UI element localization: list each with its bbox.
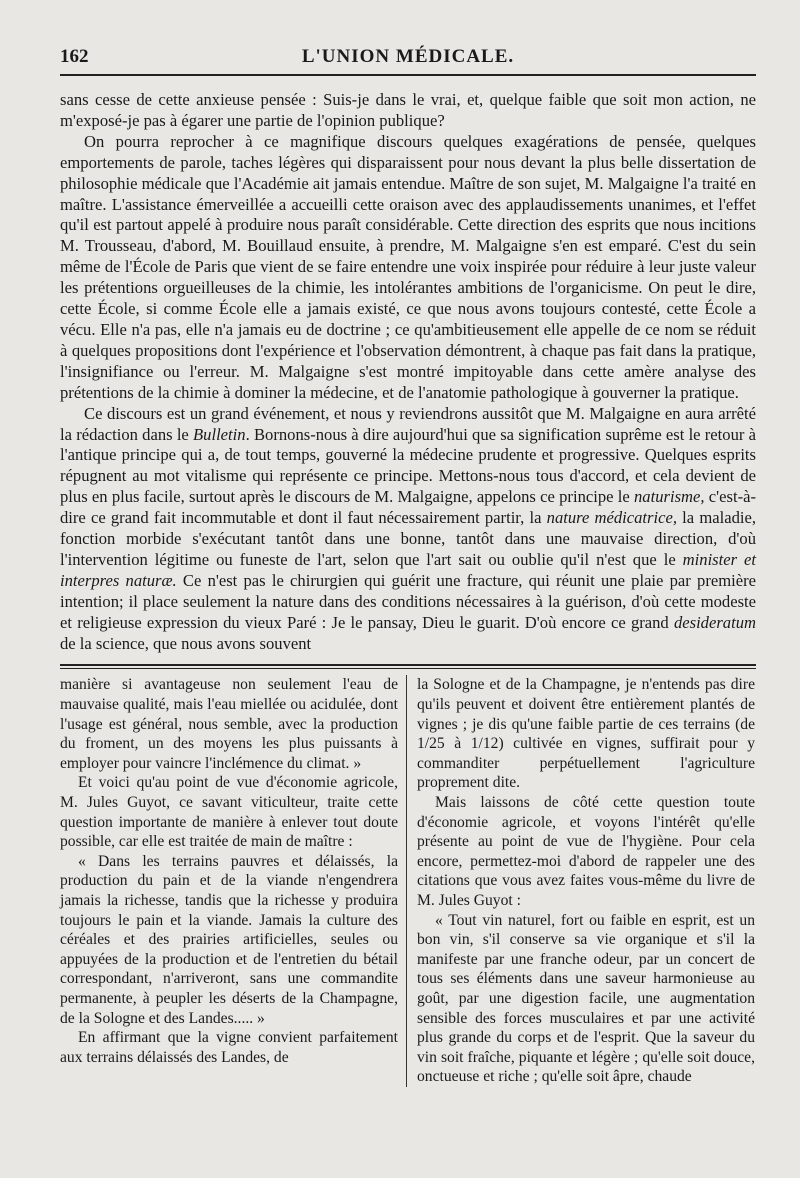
main-article-text	[60, 90, 756, 654]
section-divider	[60, 664, 756, 669]
italic-text: Bulletin	[193, 424, 246, 444]
paragraph: manière si avantageuse non seulement l'eau de mauvaise qualité, mais l'eau miellée ou acidulée, dont l'usage est général, nous semble, avec la production du froment, un des moyens les plus puissants à employer pour vaincre l'inclémence du climat. »	[60, 676, 398, 772]
page-header	[60, 40, 756, 76]
italic-text: naturisme,	[634, 487, 705, 507]
paragraph: En affirmant que la vigne convient parfaitement aux terrains délaissés des Landes, de	[60, 1029, 398, 1066]
feuilleton-columns	[60, 675, 756, 1086]
italic-text: desideratum	[673, 612, 756, 632]
page-number: 162	[60, 46, 89, 67]
paragraph: Et voici qu'au point de vue d'économie agricole, M. Jules Guyot, ce savant viticulteur, traite cette question importante de manière à enlever tout doute possible, car elle est traitée de main de maître :	[60, 774, 398, 851]
paragraph: Ce discours est un grand événement, et nous y reviendrons aussitôt que M. Malgaigne en aura arrêté la rédaction dans le Bulletin. Bornons-nous à dire aujourd'hui que sa signification suprême est le retour à l'antique principe qui a, de tout temps, gouverné la médecine prudente et progressive. Quelques esprits répugnent au mot vitalisme qui représente ce principe. Mettons-nous tous d'accord, et cela devient de plus en plus facile, surtout après le discours de M. Malgaigne, appelons ce principe le naturisme, c'est-à-dire ce grand fait incommutable et dont il faut nécessairement partir, la nature médicatrice, la maladie, fonction morbide s'exécutant tantôt dans une bonne, tantôt dans une mauvaise direction, d'où l'intervention légitime ou funeste de l'art, selon que l'art sait ou oublie qu'il n'est que le minister et interpres naturæ. Ce n'est pas le chirurgien qui guérit une fracture, qui réunit une plaie par première intention; il place seulement la nature dans des conditions nécessaires à la guérison, d'où cette modeste et religieuse expression du vieux Paré : Je le pansay, Dieu le guarit. D'où encore ce grand desideratum de la science, que nous avons souvent	[60, 403, 757, 653]
italic-text: nature médicatrice,	[546, 508, 677, 528]
paragraph: sans cesse de cette anxieuse pensée : Suis-je dans le vrai, et, quelque faible que soit mon action, ne m'exposé-je pas à égarer une partie de l'opinion publique?	[60, 90, 756, 130]
paragraph: On pourra reprocher à ce magnifique discours quelques exagérations de pensée, quelques emportements de parole, taches légères qui disparaissent pour nous devant la plus belle dissertation de philosophie médicale que l'Académie ait jamais entendue. Maître de son sujet, M. Malgaigne l'a traité en maître. L'assistance émerveillée a accueilli cette oraison avec des applaudissements unanimes, et l'effet qu'il est partout appelé à produire nous paraît considérable. Cette direction des esprits que nous incitions M. Trousseau, d'abord, M. Bouillaud ensuite, à prendre, M. Malgaigne s'en est emparé. C'est du sein même de l'École de Paris que vient de se faire entendre une voix inspirée pour réduire à leur juste valeur les prétentions orgueilleuses de la chimie, les intolérantes ambitions de l'organicisme. On peut le dire, cette École, si comme École elle a jamais existé, ce que nous avons toujours contesté, cette École a vécu. Elle n'a pas, elle n'a jamais eu de doctrine ; ce qu'ambitieusement elle appelle de ce nom se réduit à quelques propositions dont l'expérience et l'observation démontrent, à chaque pas fait dans la pratique, l'insignifiance ou l'erreur. M. Malgaigne s'est montré impitoyable dans cette amère analyse des prétentions de la chimie à dominer la médecine, et de l'anatomie pathologique à gouverner la pratique.	[60, 131, 756, 402]
paragraph: Mais laissons de côté cette question toute d'économie agricole, et voyons l'intérêt qu'elle présente au point de vue de l'hygiène. Pour cela encore, permettez-moi d'abord de rappeler une des citations que vous avez faites vous-même du livre de M. Jules Guyot :	[417, 794, 755, 909]
italic-text: minister et interpres naturæ.	[60, 549, 757, 590]
paragraph: la Sologne et de la Champagne, je n'entends pas dire qu'ils peuvent et doivent être entièrement plantés de vignes ; je dis qu'une faible partie de ces terrains (de 1/25 à 1/12) cultivée en vignes, suffirait pour y commanditer perpétuellement l'agriculture proprement dite.	[417, 676, 755, 792]
right-column	[407, 675, 755, 1086]
paragraph: « Dans les terrains pauvres et délaissés, la production du pain et de la viande n'engendrera jamais la richesse, tandis que la richesse y produira toujours le pain et la viande. Jamais la culture des céréales et des prairies artificielles, seules ou appuyées de la production et de l'entretien du bétail correspondant, n'arriveront, sans une commandite permanente, à peupler les déserts de la Champagne, de la Sologne et des Landes..... »	[60, 852, 398, 1027]
paragraph: « Tout vin naturel, fort ou faible en esprit, est un bon vin, s'il conserve sa vie organique et s'il la manifeste par une franche odeur, par un concert de tous ses éléments dans une saveur harmonieuse au goût, par une digestion facile, une augmentation sensible des forces musculaires et par une activité plus grande du corps et de l'esprit. Que la saveur du vin soit fraîche, piquante et légère ; qu'elle soit douce, onctueuse et riche ; qu'elle soit âpre, chaude	[417, 911, 755, 1086]
running-head: L'UNION MÉDICALE.	[301, 46, 515, 67]
left-column	[60, 675, 407, 1086]
